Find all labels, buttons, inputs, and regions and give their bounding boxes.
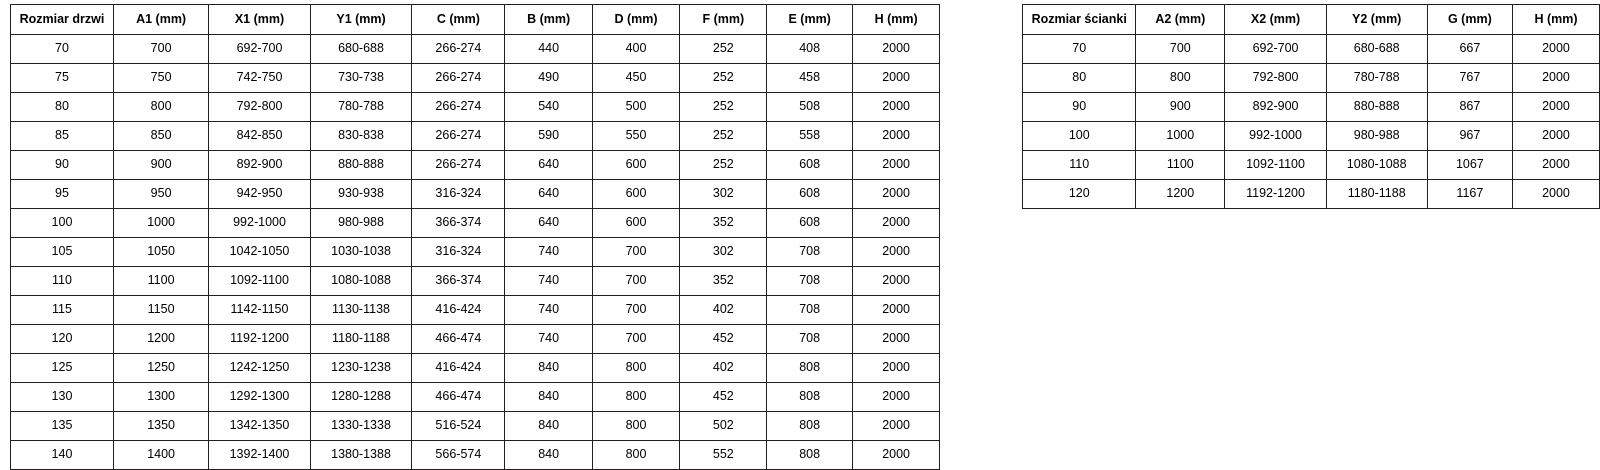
table-cell: 840 <box>505 412 592 441</box>
table-cell: 700 <box>592 267 679 296</box>
table-cell: 590 <box>505 122 592 151</box>
table-cell: 880-888 <box>310 151 412 180</box>
table-cell: 1400 <box>113 441 208 470</box>
table-cell: 1180-1188 <box>1326 180 1427 209</box>
table-cell: 302 <box>680 180 767 209</box>
table-cell: 125 <box>11 354 114 383</box>
table-cell: 700 <box>592 238 679 267</box>
column-header: X1 (mm) <box>209 5 311 35</box>
table-cell: 2000 <box>852 383 939 412</box>
table-cell: 808 <box>767 383 852 412</box>
table-cell: 792-800 <box>209 93 311 122</box>
wall-size-table-wrapper <box>1022 4 1600 209</box>
table-cell: 266-274 <box>412 151 505 180</box>
table-cell: 316-324 <box>412 180 505 209</box>
table-cell: 967 <box>1427 122 1512 151</box>
table-cell: 416-424 <box>412 354 505 383</box>
table-cell: 950 <box>113 180 208 209</box>
table-cell: 1130-1138 <box>310 296 412 325</box>
table-cell: 867 <box>1427 93 1512 122</box>
table-cell: 840 <box>505 354 592 383</box>
table-cell: 120 <box>11 325 114 354</box>
column-header: A1 (mm) <box>113 5 208 35</box>
table-cell: 2000 <box>852 238 939 267</box>
door-size-table <box>10 4 940 470</box>
table-cell: 366-374 <box>412 209 505 238</box>
column-header: A2 (mm) <box>1136 5 1225 35</box>
table-cell: 2000 <box>852 267 939 296</box>
table-cell: 130 <box>11 383 114 412</box>
table-cell: 1042-1050 <box>209 238 311 267</box>
table-cell: 2000 <box>1512 122 1599 151</box>
table-cell: 1092-1100 <box>209 267 311 296</box>
table-cell: 600 <box>592 209 679 238</box>
table-cell: 980-988 <box>1326 122 1427 151</box>
table-cell: 452 <box>680 383 767 412</box>
table-cell: 1080-1088 <box>1326 151 1427 180</box>
table-cell: 730-738 <box>310 64 412 93</box>
column-header: G (mm) <box>1427 5 1512 35</box>
table-cell: 600 <box>592 180 679 209</box>
table-cell: 740 <box>505 267 592 296</box>
table-cell: 700 <box>113 35 208 64</box>
table-cell: 892-900 <box>1225 93 1326 122</box>
table-cell: 840 <box>505 441 592 470</box>
table-cell: 800 <box>592 412 679 441</box>
table-cell: 767 <box>1427 64 1512 93</box>
table-cell: 1080-1088 <box>310 267 412 296</box>
table-cell: 840 <box>505 383 592 412</box>
table-cell: 400 <box>592 35 679 64</box>
table-cell: 70 <box>1023 35 1136 64</box>
table-cell: 1192-1200 <box>1225 180 1326 209</box>
table-cell: 800 <box>113 93 208 122</box>
table-cell: 85 <box>11 122 114 151</box>
table-cell: 552 <box>680 441 767 470</box>
table-row <box>1023 180 1600 209</box>
table-cell: 2000 <box>852 296 939 325</box>
table-cell: 1342-1350 <box>209 412 311 441</box>
table-cell: 800 <box>592 383 679 412</box>
table-cell: 1000 <box>1136 122 1225 151</box>
table-cell: 750 <box>113 64 208 93</box>
table-row <box>1023 151 1600 180</box>
table-cell: 850 <box>113 122 208 151</box>
table-cell: 508 <box>767 93 852 122</box>
table-cell: 780-788 <box>310 93 412 122</box>
table-cell: 95 <box>11 180 114 209</box>
table-cell: 800 <box>592 354 679 383</box>
wall-size-table <box>1022 4 1600 209</box>
column-header: Y1 (mm) <box>310 5 412 35</box>
table-cell: 302 <box>680 238 767 267</box>
table-cell: 900 <box>113 151 208 180</box>
table-cell: 842-850 <box>209 122 311 151</box>
table-cell: 680-688 <box>1326 35 1427 64</box>
table-cell: 252 <box>680 35 767 64</box>
table-cell: 2000 <box>852 354 939 383</box>
table-header-row <box>11 5 940 35</box>
table-cell: 700 <box>592 296 679 325</box>
table-row <box>1023 35 1600 64</box>
table-cell: 1092-1100 <box>1225 151 1326 180</box>
column-header: C (mm) <box>412 5 505 35</box>
table-cell: 980-988 <box>310 209 412 238</box>
table-cell: 110 <box>1023 151 1136 180</box>
table-cell: 1242-1250 <box>209 354 311 383</box>
table-cell: 2000 <box>852 209 939 238</box>
table-cell: 70 <box>11 35 114 64</box>
table-cell: 352 <box>680 209 767 238</box>
table-cell: 1330-1338 <box>310 412 412 441</box>
table-cell: 1192-1200 <box>209 325 311 354</box>
table-cell: 402 <box>680 296 767 325</box>
table-cell: 930-938 <box>310 180 412 209</box>
table-cell: 808 <box>767 412 852 441</box>
table-cell: 466-474 <box>412 383 505 412</box>
table-cell: 2000 <box>852 93 939 122</box>
table-cell: 1180-1188 <box>310 325 412 354</box>
table-cell: 1000 <box>113 209 208 238</box>
table-row <box>1023 64 1600 93</box>
column-header: Rozmiar drzwi <box>11 5 114 35</box>
table-cell: 1280-1288 <box>310 383 412 412</box>
table-row <box>11 180 940 209</box>
table-cell: 1350 <box>113 412 208 441</box>
table-cell: 800 <box>592 441 679 470</box>
table-cell: 75 <box>11 64 114 93</box>
table-cell: 490 <box>505 64 592 93</box>
table-cell: 1030-1038 <box>310 238 412 267</box>
table-cell: 2000 <box>1512 64 1599 93</box>
table-cell: 2000 <box>852 35 939 64</box>
table-cell: 740 <box>505 325 592 354</box>
table-cell: 266-274 <box>412 64 505 93</box>
table-cell: 558 <box>767 122 852 151</box>
table-cell: 667 <box>1427 35 1512 64</box>
table-header-row <box>1023 5 1600 35</box>
table-cell: 135 <box>11 412 114 441</box>
table-cell: 2000 <box>852 325 939 354</box>
table-cell: 566-574 <box>412 441 505 470</box>
table-cell: 942-950 <box>209 180 311 209</box>
table-cell: 90 <box>1023 93 1136 122</box>
table-cell: 1230-1238 <box>310 354 412 383</box>
table-row <box>1023 93 1600 122</box>
table-cell: 900 <box>1136 93 1225 122</box>
table-cell: 1200 <box>113 325 208 354</box>
table-cell: 266-274 <box>412 93 505 122</box>
table-cell: 808 <box>767 441 852 470</box>
column-header: Rozmiar ścianki <box>1023 5 1136 35</box>
table-cell: 880-888 <box>1326 93 1427 122</box>
table-row <box>11 383 940 412</box>
table-cell: 600 <box>592 151 679 180</box>
table-cell: 440 <box>505 35 592 64</box>
table-cell: 808 <box>767 354 852 383</box>
table-cell: 408 <box>767 35 852 64</box>
table-cell: 608 <box>767 151 852 180</box>
table-row <box>11 64 940 93</box>
column-header: H (mm) <box>852 5 939 35</box>
table-cell: 640 <box>505 151 592 180</box>
table-cell: 252 <box>680 64 767 93</box>
table-row <box>11 93 940 122</box>
table-cell: 105 <box>11 238 114 267</box>
table-cell: 1292-1300 <box>209 383 311 412</box>
table-cell: 1150 <box>113 296 208 325</box>
table-cell: 266-274 <box>412 122 505 151</box>
table-cell: 2000 <box>1512 151 1599 180</box>
table-cell: 252 <box>680 93 767 122</box>
table-cell: 80 <box>11 93 114 122</box>
table-row <box>11 238 940 267</box>
table-cell: 140 <box>11 441 114 470</box>
column-header: E (mm) <box>767 5 852 35</box>
table-cell: 608 <box>767 180 852 209</box>
table-cell: 90 <box>11 151 114 180</box>
table-cell: 2000 <box>852 151 939 180</box>
table-cell: 466-474 <box>412 325 505 354</box>
table-row <box>11 35 940 64</box>
table-cell: 780-788 <box>1326 64 1427 93</box>
table-cell: 1380-1388 <box>310 441 412 470</box>
table-cell: 740 <box>505 238 592 267</box>
table-cell: 516-524 <box>412 412 505 441</box>
table-cell: 252 <box>680 151 767 180</box>
table-row <box>11 122 940 151</box>
table-cell: 2000 <box>852 180 939 209</box>
table-cell: 80 <box>1023 64 1136 93</box>
table-cell: 402 <box>680 354 767 383</box>
table-row <box>11 354 940 383</box>
table-row <box>11 441 940 470</box>
table-cell: 708 <box>767 325 852 354</box>
table-cell: 316-324 <box>412 238 505 267</box>
table-cell: 1050 <box>113 238 208 267</box>
table-cell: 100 <box>11 209 114 238</box>
table-cell: 692-700 <box>209 35 311 64</box>
table-cell: 2000 <box>852 64 939 93</box>
table-cell: 2000 <box>852 441 939 470</box>
column-header: D (mm) <box>592 5 679 35</box>
table-cell: 450 <box>592 64 679 93</box>
table-cell: 352 <box>680 267 767 296</box>
table-cell: 502 <box>680 412 767 441</box>
table-cell: 416-424 <box>412 296 505 325</box>
table-cell: 100 <box>1023 122 1136 151</box>
column-header: H (mm) <box>1512 5 1599 35</box>
table-cell: 740 <box>505 296 592 325</box>
table-cell: 700 <box>1136 35 1225 64</box>
door-size-table-wrapper <box>10 4 940 470</box>
table-row <box>11 209 940 238</box>
table-row <box>1023 122 1600 151</box>
table-cell: 830-838 <box>310 122 412 151</box>
table-cell: 2000 <box>1512 35 1599 64</box>
table-cell: 1200 <box>1136 180 1225 209</box>
table-row <box>11 412 940 441</box>
table-cell: 800 <box>1136 64 1225 93</box>
table-cell: 992-1000 <box>209 209 311 238</box>
table-cell: 452 <box>680 325 767 354</box>
table-row <box>11 151 940 180</box>
column-header: Y2 (mm) <box>1326 5 1427 35</box>
table-cell: 1300 <box>113 383 208 412</box>
column-header: B (mm) <box>505 5 592 35</box>
table-cell: 692-700 <box>1225 35 1326 64</box>
table-cell: 266-274 <box>412 35 505 64</box>
table-cell: 892-900 <box>209 151 311 180</box>
table-cell: 680-688 <box>310 35 412 64</box>
table-cell: 540 <box>505 93 592 122</box>
table-cell: 1142-1150 <box>209 296 311 325</box>
table-cell: 1100 <box>1136 151 1225 180</box>
table-cell: 1250 <box>113 354 208 383</box>
table-cell: 115 <box>11 296 114 325</box>
table-cell: 792-800 <box>1225 64 1326 93</box>
table-cell: 2000 <box>852 122 939 151</box>
table-cell: 1167 <box>1427 180 1512 209</box>
table-cell: 992-1000 <box>1225 122 1326 151</box>
table-row <box>11 325 940 354</box>
table-row <box>11 267 940 296</box>
table-cell: 366-374 <box>412 267 505 296</box>
column-header: F (mm) <box>680 5 767 35</box>
table-cell: 110 <box>11 267 114 296</box>
table-cell: 640 <box>505 180 592 209</box>
tables-container <box>0 4 1600 470</box>
table-cell: 608 <box>767 209 852 238</box>
table-cell: 640 <box>505 209 592 238</box>
table-cell: 1067 <box>1427 151 1512 180</box>
table-cell: 2000 <box>852 412 939 441</box>
table-cell: 252 <box>680 122 767 151</box>
table-cell: 700 <box>592 325 679 354</box>
table-cell: 1100 <box>113 267 208 296</box>
table-row <box>11 296 940 325</box>
column-header: X2 (mm) <box>1225 5 1326 35</box>
table-cell: 2000 <box>1512 93 1599 122</box>
table-cell: 742-750 <box>209 64 311 93</box>
table-cell: 120 <box>1023 180 1136 209</box>
table-cell: 708 <box>767 267 852 296</box>
table-cell: 458 <box>767 64 852 93</box>
table-cell: 708 <box>767 238 852 267</box>
table-cell: 1392-1400 <box>209 441 311 470</box>
table-cell: 550 <box>592 122 679 151</box>
table-cell: 500 <box>592 93 679 122</box>
table-cell: 2000 <box>1512 180 1599 209</box>
table-cell: 708 <box>767 296 852 325</box>
